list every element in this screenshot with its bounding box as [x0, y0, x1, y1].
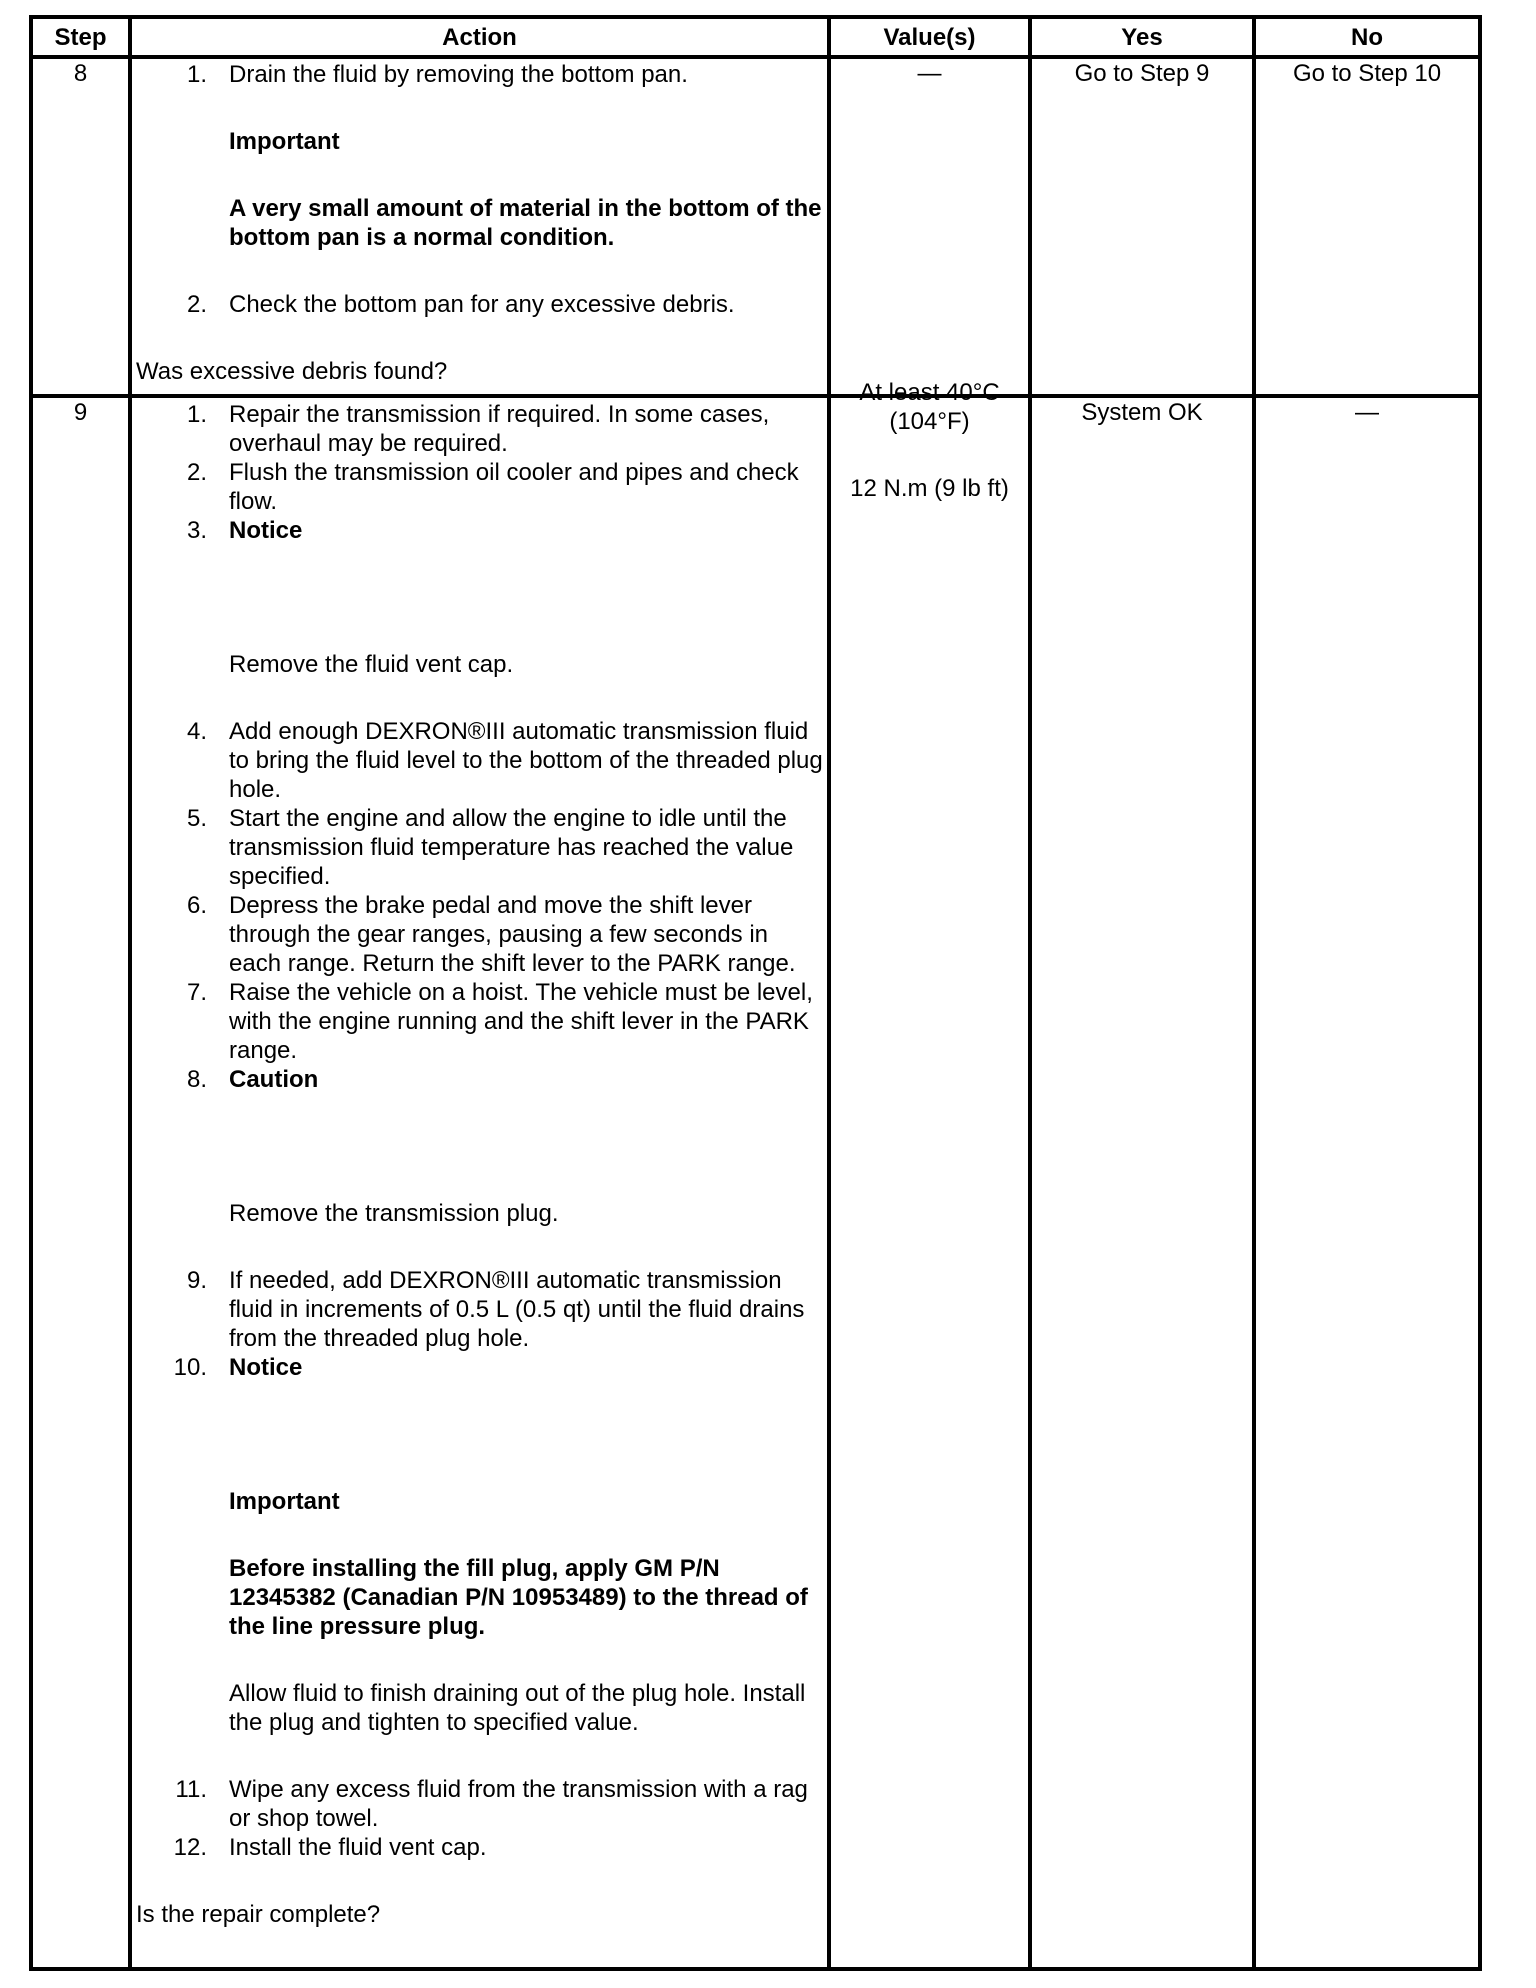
- action-cell: [130, 57, 829, 396]
- diagnostic-table: [29, 15, 1482, 1971]
- question-text: Is the repair complete?: [136, 1901, 381, 1928]
- header-row: [31, 17, 1480, 57]
- header-no: No: [1254, 17, 1480, 57]
- no-cell: Go to Step 10: [1254, 57, 1480, 396]
- action-item: 1. Drain the fluid by removing the bottom pan.: [186, 61, 688, 88]
- header-values: Value(s): [829, 17, 1030, 57]
- important-label: Important: [229, 128, 340, 155]
- no-cell: —: [1254, 396, 1480, 1969]
- action-item: 2. Check the bottom pan for any excessive debris.: [186, 291, 735, 318]
- step-number: 9: [31, 396, 130, 1969]
- yes-cell: System OK: [1030, 396, 1254, 1969]
- action-item: 12. Install the fluid vent cap.: [173, 1834, 487, 1861]
- action-item: 3. Notice: [186, 517, 303, 544]
- action-item: 4. Add enough DEXRON®III automatic transmission fluid to bring the fluid level to the bottom of the threaded plug hole.: [186, 718, 823, 803]
- important-text: A very small amount of material in the bottom of the bottom pan is a normal condition.: [229, 195, 822, 251]
- action-item: 11. Wipe any excess fluid from the transmission with a rag or shop towel.: [175, 1776, 808, 1832]
- action-cell: [130, 396, 829, 1969]
- question-text: Was excessive debris found?: [136, 358, 448, 385]
- action-item: 6. Depress the brake pedal and move the shift lever through the gear ranges, pausing a few seconds in each range. Return the shift lever to the PARK range.: [186, 892, 796, 977]
- important-text: Before installing the fill plug, apply GM P/N 12345382 (Canadian P/N 10953489) to the thread of the line pressure plug.: [229, 1555, 808, 1640]
- header-yes: Yes: [1030, 17, 1254, 57]
- value-temperature: At least 40°C: [859, 379, 1000, 406]
- action-item: 9. If needed, add DEXRON®III automatic transmission fluid in increments of 0.5 L (0.5 qt) until the fluid drains from the threaded plug hole.: [186, 1267, 805, 1352]
- important-label: Important: [229, 1488, 340, 1515]
- notice-text: Allow fluid to finish draining out of the plug hole. Install the plug and tighten to specified value.: [229, 1680, 806, 1736]
- table-row-step-9: [31, 396, 1480, 1969]
- action-item: 10. Notice: [173, 1354, 303, 1381]
- header-step: Step: [31, 17, 130, 57]
- value-cell: [829, 379, 1030, 1969]
- value-cell: —: [829, 57, 1030, 396]
- action-item: 7. Raise the vehicle on a hoist. The vehicle must be level, with the engine running and the shift lever in the PARK range.: [186, 979, 813, 1064]
- caution-text: Remove the transmission plug.: [229, 1200, 559, 1227]
- step-number: 8: [31, 57, 130, 396]
- action-item: 8. Caution: [186, 1066, 319, 1093]
- notice-text: Remove the fluid vent cap.: [229, 651, 514, 678]
- action-item: 5. Start the engine and allow the engine to idle until the transmission fluid temperature has reached the value specified.: [186, 805, 794, 890]
- header-action: Action: [130, 17, 829, 57]
- yes-cell: Go to Step 9: [1030, 57, 1254, 396]
- action-item: 2. Flush the transmission oil cooler and pipes and check flow.: [186, 459, 799, 515]
- action-item: 1. Repair the transmission if required. In some cases, overhaul may be required.: [186, 401, 770, 457]
- table-row-step-8: [31, 57, 1480, 396]
- value-torque: 12 N.m (9 lb ft): [850, 475, 1009, 502]
- value-temperature-f: (104°F): [889, 408, 970, 435]
